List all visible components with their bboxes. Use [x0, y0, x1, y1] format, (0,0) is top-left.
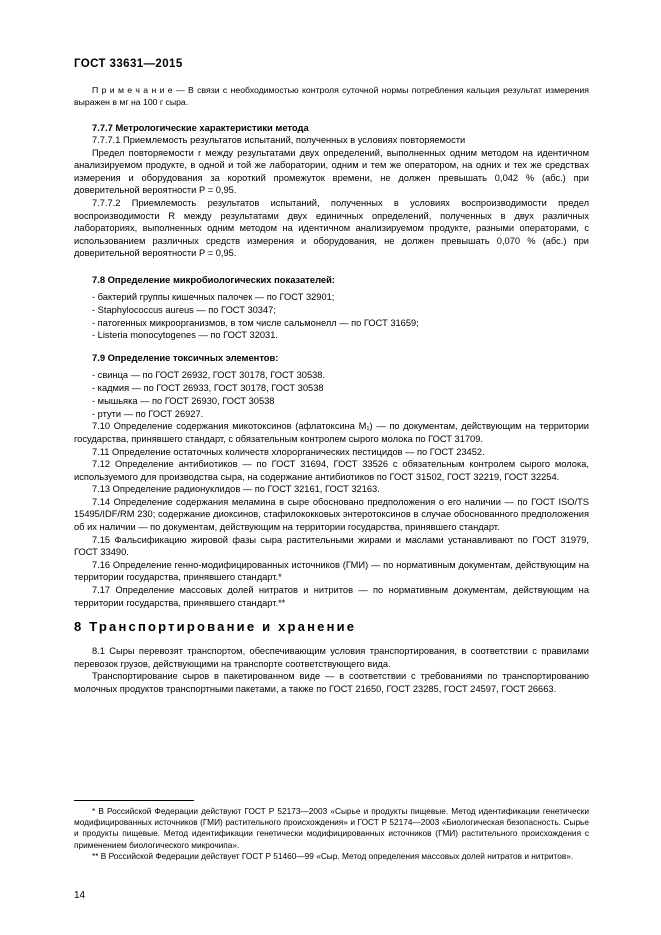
list-item: - ртути — по ГОСТ 26927.: [92, 408, 204, 419]
document-body: [74, 84, 589, 696]
section-heading-8: 8 Транспортирование и хранение: [74, 619, 357, 635]
paragraph: 7.10 Определение содержания микотоксинов (афлатоксина M₁) — по документам, действующим на территории государства, принявшего стандарт, с обязательным контролем сырого молока по ГОСТ 31709.: [74, 421, 589, 444]
list-item: - Listeria monocytogenes — по ГОСТ 32031.: [92, 330, 278, 341]
note-paragraph: П р и м е ч а н и е — В связи с необходимостью контроля суточной нормы потребления кальция результат измерения выражен в мг на 100 г сыра.: [74, 85, 589, 107]
list-item: - патогенных микроорганизмов, в том числе сальмонелл — по ГОСТ 31659;: [92, 317, 419, 328]
footnotes: [74, 800, 589, 862]
section-heading-7-9: 7.9 Определение токсичных элементов:: [92, 352, 279, 364]
list-item: - кадмия — по ГОСТ 26933, ГОСТ 30178, ГОСТ 30538: [92, 382, 324, 393]
paragraph: 7.7.7.1 Приемлемость результатов испытаний, полученных в условиях повторяемости: [92, 135, 466, 145]
paragraph: 7.17 Определение массовых долей нитратов и нитритов — по нормативным документам, действующим на территории государства, принявшего стандарт.**: [74, 585, 589, 608]
paragraph: 7.14 Определение содержания меламина в сыре обосновано предположения о его наличии — по ГОСТ ISO/TS 15495/IDF/RM 230; содержание диоксинов, стафилококковых энтеротоксинов в случае обоснованного предположения об их наличии — по документам, действующим на территории государства, принявшего стандарт.: [74, 496, 589, 533]
paragraph: 8.1 Сыры перевозят транспортом, обеспечивающим условия транспортирования, в соответствии с правилами перевозок грузов, действующими на транспорте соответствующего вида.: [74, 646, 589, 669]
list-item: - свинца — по ГОСТ 26932, ГОСТ 30178, ГОСТ 30538.: [92, 370, 326, 381]
footnote: * В Российской Федерации действуют ГОСТ Р 52173—2003 «Сырье и продукты пищевые. Метод идентификации генетически модифицированных источников (ГМИ) растительного происхождения» и ГОСТ Р 52174—2003 «Биологическая безопасность. Сырье и продукты пищевые. Метод идентификации генетически модифицированных источников (ГМИ) растительного происхождения с применением биологического микрочипа».: [74, 806, 589, 850]
page-header: ГОСТ 33631—2015: [74, 58, 183, 70]
page-number: 14: [74, 890, 86, 901]
paragraph: 7.16 Определение генно-модифицированных источников (ГМИ) — по нормативным документам, действующим на территории государства, принявшего стандарт.*: [74, 559, 589, 583]
section-heading-7-8: 7.8 Определение микробиологических показателей:: [92, 273, 336, 285]
paragraph: Предел повторяемости r между результатами двух определений, выполненных одним методом на идентичном анализируемом продукте, в одной и той же лаборатории, одним и тем же оператором, на одних и тех же средствах измерения и оборудования за короткий промежуток времени, не должен превышать 0,042 % (абс.) при доверительной вероятности Р = 0,95.: [74, 147, 589, 196]
paragraph: 7.13 Определение радионуклидов — по ГОСТ 32161, ГОСТ 32163.: [92, 484, 380, 495]
list-item: - Staphylococcus aureus — по ГОСТ 30347;: [92, 304, 276, 315]
list-item: - мышьяка — по ГОСТ 26930, ГОСТ 30538: [92, 395, 275, 406]
paragraph: Транспортирование сыров в пакетированном виде — в соответствии с требованиями по транспортированию молочных продуктов транспортными пакетами, а также по ГОСТ 21650, ГОСТ 23285, ГОСТ 24597, ГОСТ 26663.: [74, 671, 589, 694]
footnote-divider: [74, 800, 194, 801]
section-heading-7-7-7: 7.7.7 Метрологические характеристики метода: [92, 122, 309, 133]
paragraph: 7.15 Фальсификацию жировой фазы сыра растительными жирами и маслами устанавливают по ГОСТ 31979, ГОСТ 33490.: [74, 534, 589, 558]
list-item: - бактерий группы кишечных палочек — по ГОСТ 32901;: [92, 291, 335, 302]
paragraph: 7.7.7.2 Приемлемость результатов испытаний, полученных в условиях воспроизводимости предел воспроизводимости R между результатами двух единичных определений, полученных в двух различных лабораториях, выполненных одним методом на идентичном анализируемом продукте, разными операторами, с использованием различных средств измерения и оборудования, не должен превышать 0,070 % (абс.) при доверительной вероятности Р = 0,95.: [74, 197, 589, 259]
paragraph: 7.11 Определение остаточных количеств хлорорганических пестицидов — по ГОСТ 23452.: [92, 446, 485, 457]
footnote: ** В Российской Федерации действует ГОСТ Р 51460—99 «Сыр. Метод определения массовых долей нитратов и нитритов».: [92, 850, 574, 861]
paragraph: 7.12 Определение антибиотиков — по ГОСТ 31694, ГОСТ 33526 с обязательным контролем сырого молока, используемого для производства сыра, на содержание антибиотиков по ГОСТ 31502, ГОСТ 32219, ГОСТ 32254.: [74, 459, 589, 482]
